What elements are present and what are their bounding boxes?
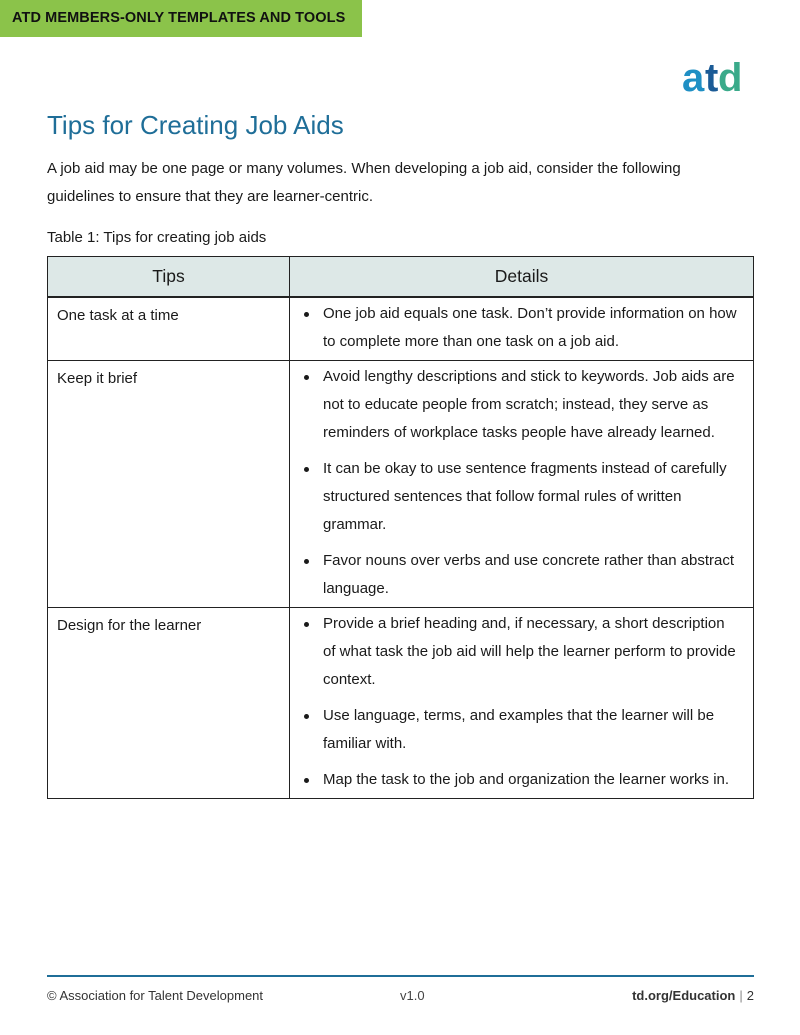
- footer-divider: [47, 975, 754, 977]
- header-details: Details: [290, 257, 754, 298]
- table-caption: Table 1: Tips for creating job aids: [47, 229, 267, 246]
- intro-paragraph: A job aid may be one page or many volumes. When developing a job aid, consider the following guidelines to ensure that they are learner-centric.: [47, 160, 681, 205]
- footer-separator: |: [739, 988, 743, 1003]
- detail-bullet: Favor nouns over verbs and use concrete rather than abstract language.: [300, 547, 741, 603]
- detail-bullet: Map the task to the job and organization the learner works in.: [300, 766, 741, 794]
- table-header-row: [48, 257, 754, 298]
- page-number: 2: [746, 988, 754, 1003]
- detail-bullet: Provide a brief heading and, if necessary, a short description of what task the job aid will help the learner perform to provide context.: [300, 610, 741, 694]
- tips-table: [47, 256, 754, 799]
- table-row: [48, 361, 754, 608]
- tip-cell: Keep it brief: [48, 361, 290, 608]
- members-only-banner: ATD MEMBERS-ONLY TEMPLATES AND TOOLS: [0, 0, 362, 37]
- logo-letter-t: t: [705, 56, 719, 94]
- footer-version: v1.0: [400, 988, 425, 1003]
- table-row: [48, 608, 754, 799]
- tip-cell: Design for the learner: [48, 608, 290, 799]
- page-title: Tips for Creating Job Aids: [47, 110, 344, 140]
- logo-letter-d: d: [718, 56, 743, 94]
- footer-copyright: © Association for Talent Development: [47, 988, 264, 1003]
- details-list: [300, 610, 741, 794]
- details-list: [300, 363, 741, 603]
- detail-bullet: It can be okay to use sentence fragments instead of carefully structured sentences that follow formal rules of written grammar.: [300, 455, 741, 539]
- footer-site-link[interactable]: td.org/Education: [632, 988, 736, 1003]
- details-cell: [290, 361, 754, 608]
- footer-site-page: [632, 988, 754, 1003]
- detail-bullet: Use language, terms, and examples that the learner will be familiar with.: [300, 702, 741, 758]
- detail-bullet: One job aid equals one task. Don’t provide information on how to complete more than one task on a job aid.: [300, 300, 741, 356]
- details-list: [300, 300, 741, 356]
- atd-logo: [682, 46, 754, 94]
- details-cell: [290, 297, 754, 361]
- detail-bullet: Avoid lengthy descriptions and stick to keywords. Job aids are not to educate people from scratch; instead, they serve as reminders of workplace tasks people have already learned.: [300, 363, 741, 447]
- tip-cell: One task at a time: [48, 297, 290, 361]
- header-tips: Tips: [48, 257, 290, 298]
- details-cell: [290, 608, 754, 799]
- logo-letter-a: a: [682, 56, 705, 94]
- table-row: [48, 297, 754, 361]
